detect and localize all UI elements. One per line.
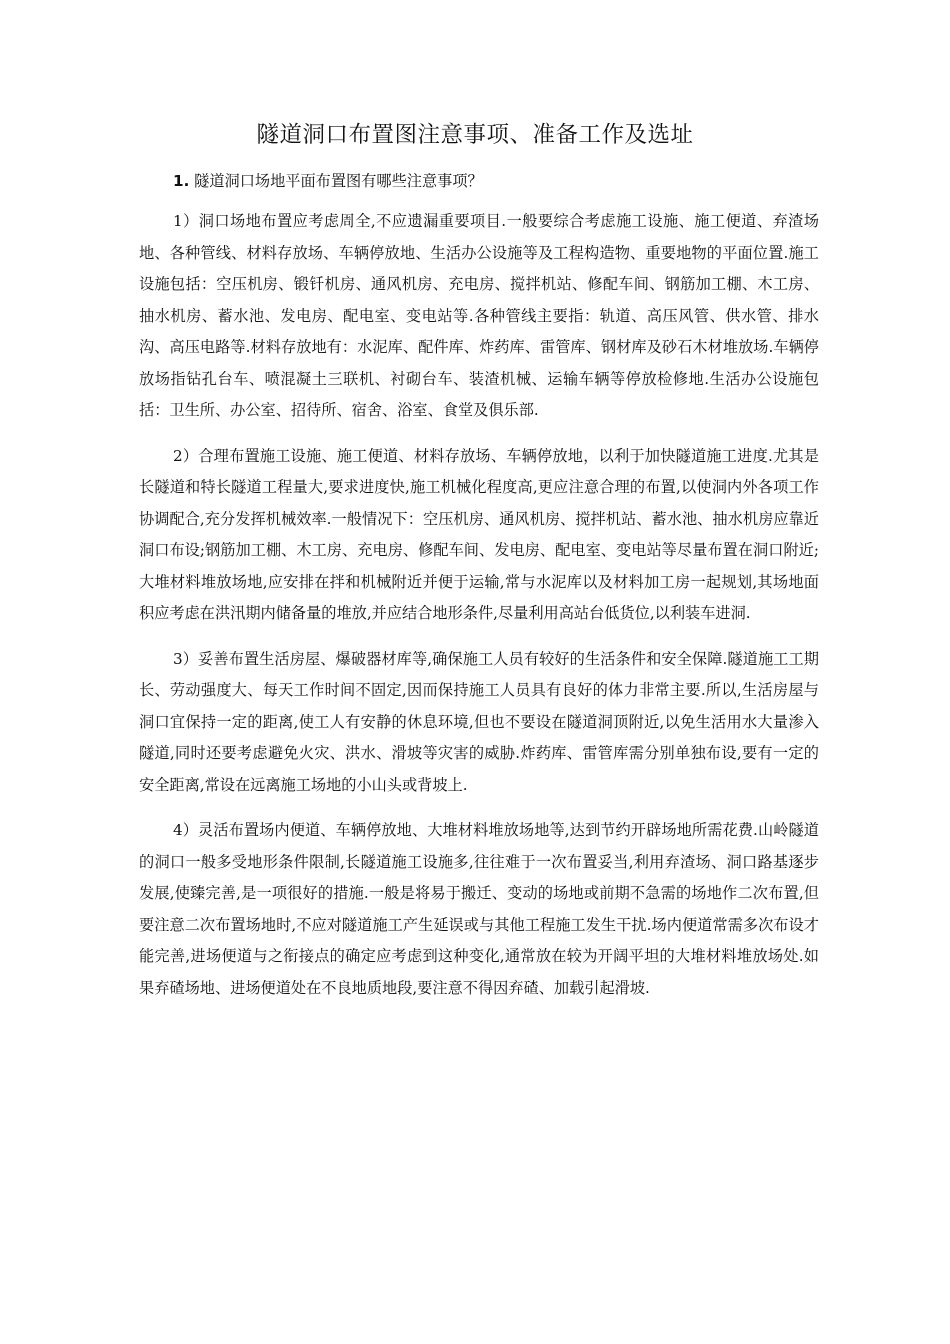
section-heading-text: 隧道洞口场地平面布置图有哪些注意事项？: [194, 172, 483, 190]
section-number: 1.: [173, 172, 190, 190]
paragraph-4: 4）灵活布置场内便道、车辆停放地、大堆材料堆放场地等,达到节约开辟场地所需花费.山岭隧道的洞口一般多受地形条件限制,长隧道施工设施多,往往难于一次布置妥当,利用弃渣场、洞口路基逐步发展,使臻完善,是一项很好的措施.一般是将易于搬迁、变动的场地或前期不急需的场地作二次布置,但要注意二次布置场地时,不应对隧道施工产生延误或与其他工程施工发生干扰.场内便道常需多次布设才能完善,进场便道与之衔接点的确定应考虑到这种变化,通常放在较为开阔平坦的大堆材料堆放场处.如果弃碴场地、进场便道处在不良地质地段,要注意不得因弃碴、加载引起滑坡.: [139, 821, 819, 997]
paragraph-1: 1）洞口场地布置应考虑周全,不应遗漏重要项目.一般要综合考虑施工设施、施工便道、弃渣场地、各种管线、材料存放场、车辆停放地、生活办公设施等及工程构造物、重要地物的平面位置.施工设施包括：空压机房、锻钎机房、通风机房、充电房、搅拌机站、修配车间、钢筋加工棚、木工房、抽水机房、蓄水池、发电房、配电室、变电站等.各种管线主要指：轨道、高压风管、供水管、排水沟、高压电路等.材料存放地有：水泥库、配件库、炸药库、雷管库、钢材库及砂石木材堆放场.车辆停放场指钻孔台车、喷混凝土三联机、衬砌台车、装渣机械、运输车辆等停放检修地.生活办公设施包括：卫生所、办公室、招待所、宿舍、浴室、食堂及俱乐部.: [139, 212, 819, 419]
paragraph-2: 2）合理布置施工设施、施工便道、材料存放场、车辆停放地，以利于加快隧道施工进度.尤其是长隧道和特长隧道工程量大,要求进度快,施工机械化程度高,更应注意合理的布置,以使洞内外各项工作协调配合,充分发挥机械效率.一般情况下：空压机房、通风机房、搅拌机站、蓄水池、抽水机房应靠近洞口布设;钢筋加工棚、木工房、充电房、修配车间、发电房、配电室、变电站等尽量布置在洞口附近;大堆材料堆放场地,应安排在拌和机械附近并便于运输,常与水泥库以及材料加工房一起规划,其场地面积应考虑在洪汛期内储备量的堆放,并应结合地形条件,尽量利用高站台低货位,以利装车进洞.: [139, 446, 819, 622]
section-heading: [139, 167, 819, 195]
document-title: 隧道洞口布置图注意事项、准备工作及选址: [256, 122, 694, 148]
paragraph-3: 3）妥善布置生活房屋、爆破器材库等,确保施工人员有较好的生活条件和安全保障.隧道施工工期长、劳动强度大、每天工作时间不固定,因而保持施工人员具有良好的体力非常主要.所以,生活房屋与洞口宜保持一定的距离,使工人有安静的休息环境,但也不要设在隧道洞顶附近,以免生活用水大量渗入隧道,同时还要考虑避免火灾、洪水、滑坡等灾害的威胁.炸药库、雷管库需分别单独布设,要有一定的安全距离,常设在远离施工场地的小山头或背坡上.: [139, 649, 819, 794]
document-body: [139, 167, 819, 1004]
